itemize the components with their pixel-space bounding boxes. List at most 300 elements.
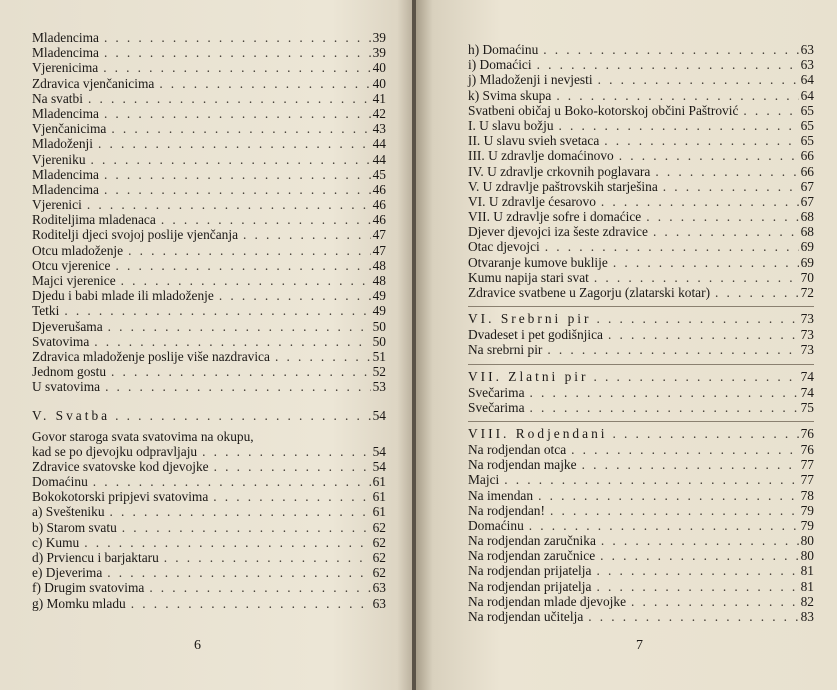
toc-entry-page: 44	[372, 136, 386, 152]
toc-entry-title: Zdravice svatbene u Zagorju (zlatarski kotar)	[468, 285, 711, 300]
toc-entry-title: Otcu mladoženje	[32, 242, 124, 258]
toc-entry-title: Mladencima	[32, 166, 99, 182]
toc-entry	[32, 334, 386, 349]
toc-entry-govor-line2	[32, 444, 386, 459]
leader-dots	[94, 334, 370, 349]
toc-entry-title: Svečarima	[468, 399, 525, 415]
toc-entry-page: 51	[372, 348, 386, 364]
toc-entry	[468, 548, 814, 563]
toc-entry	[468, 239, 814, 254]
leader-dots	[653, 224, 799, 239]
leader-dots	[529, 518, 799, 533]
leader-dots	[613, 255, 799, 270]
section-heading-vii	[468, 364, 814, 385]
toc-entry-page: 49	[372, 303, 386, 319]
toc-entry-page: 40	[372, 75, 386, 91]
leader-dots	[104, 106, 371, 121]
leader-dots	[98, 136, 371, 151]
leader-dots	[646, 209, 798, 224]
toc-group	[468, 327, 814, 357]
toc-entry-title: i) Domaćici	[468, 57, 532, 73]
section-title: VIII. Rodjendani	[468, 425, 608, 441]
leader-dots	[504, 472, 798, 487]
toc-entry-page: 68	[800, 224, 814, 240]
section-heading-v	[32, 404, 386, 424]
toc-entry-page: 54	[372, 458, 386, 474]
section-heading-vi	[468, 306, 814, 327]
toc-entry	[32, 30, 386, 45]
toc-entry-title: Na rodjendan prijatelja	[468, 563, 592, 579]
toc-entry-page: 53	[372, 379, 386, 395]
toc-group	[468, 442, 814, 624]
toc-entry-title: II. U slavu svieh svetaca	[468, 133, 600, 149]
toc-entry-page: 65	[800, 117, 814, 133]
toc-entry	[468, 285, 814, 300]
leader-dots	[108, 319, 371, 334]
page-number: 6	[194, 638, 201, 653]
toc-entry-page: 39	[372, 30, 386, 45]
toc-entry-page: 72	[800, 285, 814, 300]
toc-entry-page: 48	[372, 257, 386, 273]
page-number: 7	[636, 638, 643, 653]
toc-entry-title: kad se po djevojku odpravljaju	[32, 443, 198, 459]
leader-dots	[111, 121, 370, 136]
leader-dots	[663, 179, 799, 194]
toc-entry	[32, 45, 386, 60]
leader-dots	[91, 152, 371, 167]
toc-entry	[32, 596, 386, 611]
toc-entry-page: 81	[800, 563, 814, 579]
toc-entry-page: 49	[372, 288, 386, 304]
toc-entry-title: Tetki	[32, 303, 60, 319]
toc-entry-page: 50	[372, 318, 386, 334]
toc-entry	[468, 488, 814, 503]
toc-entry-page: 62	[372, 519, 386, 535]
toc-entry-page: 76	[800, 441, 814, 457]
toc-entry-title: Zdravica vjenčanicima	[32, 75, 155, 91]
toc-entry	[468, 57, 814, 72]
leader-dots	[631, 594, 799, 609]
toc-entry	[468, 42, 814, 57]
toc-entry	[32, 106, 386, 121]
leader-dots	[105, 379, 371, 394]
toc-entry	[32, 364, 386, 379]
toc-entry-title: VII. U zdravlje sofre i domaćice	[468, 209, 642, 225]
toc-entry-page: 64	[800, 87, 814, 103]
toc-entry-title: Djedu i babi mlade ili mladoženje	[32, 288, 214, 304]
toc-entry-title: b) Starom svatu	[32, 519, 117, 535]
leader-dots	[559, 118, 799, 133]
toc-entry-page: 43	[372, 121, 386, 137]
leader-dots	[601, 194, 799, 209]
toc-entry-page: 67	[800, 193, 814, 209]
toc-entry	[468, 400, 814, 415]
toc-entry-title: Na rodjendan mlade djevojke	[468, 593, 627, 609]
toc-entry	[468, 503, 814, 518]
toc-entry	[32, 197, 386, 212]
toc-entry-page: 52	[372, 364, 386, 380]
toc-entry-title: Kumu napija stari svat	[468, 269, 589, 285]
leader-dots	[103, 60, 370, 75]
toc-entry	[468, 194, 814, 209]
toc-entry	[32, 550, 386, 565]
toc-entry-title: Otcu vjerenice	[32, 257, 111, 273]
toc-entry	[32, 459, 386, 474]
toc-entry	[468, 179, 814, 194]
toc-entry-title: Na rodjendan prijatelja	[468, 578, 592, 594]
leader-dots	[596, 579, 798, 594]
toc-entry-title: d) Prviencu i barjaktaru	[32, 550, 159, 565]
toc-entry	[468, 327, 814, 342]
leader-dots	[243, 227, 371, 242]
leader-dots	[601, 533, 799, 548]
toc-entry-page: 78	[800, 487, 814, 503]
leader-dots	[84, 535, 370, 550]
leader-dots	[550, 503, 799, 518]
toc-entry	[32, 273, 386, 288]
leader-dots	[128, 243, 371, 258]
toc-entry	[468, 88, 814, 103]
section-title: V. Svatba	[32, 407, 111, 423]
leader-dots	[588, 609, 798, 624]
toc-entry	[468, 594, 814, 609]
leader-dots	[596, 563, 798, 578]
leader-dots	[275, 349, 371, 364]
toc-entry-page: 63	[800, 42, 814, 57]
toc-entry-page: 44	[372, 151, 386, 167]
toc-entry-title: V. U zdravlje paštrovskih starješina	[468, 178, 658, 194]
right-page	[416, 0, 837, 690]
leader-dots	[600, 548, 798, 563]
toc-entry-page: 66	[800, 163, 814, 179]
toc-entry	[468, 385, 814, 400]
leader-dots	[104, 167, 371, 182]
toc-entry-page: 75	[800, 399, 814, 415]
toc-entry-title: U svatovima	[32, 379, 101, 395]
toc-entry-title: Otvaranje kumove buklije	[468, 254, 608, 270]
leader-dots	[545, 239, 799, 254]
toc-entry-title: Svečarima	[468, 384, 525, 400]
left-page	[0, 0, 414, 690]
toc-entry-page: 82	[800, 593, 814, 609]
section-title: VI. Srebrni pir	[468, 311, 592, 327]
toc-entry	[32, 288, 386, 303]
toc-entry-title: Djever djevojci iza šeste zdravice	[468, 224, 648, 240]
toc-entry	[32, 152, 386, 167]
section-title: VII. Zlatni pir	[468, 368, 589, 384]
leader-dots	[594, 270, 799, 285]
toc-entry-page: 79	[800, 502, 814, 518]
toc-entry-title: e) Djeverima	[32, 565, 103, 581]
toc-entry-page: 39	[372, 45, 386, 61]
toc-entry-page: 62	[372, 565, 386, 581]
toc-entry-page: 62	[372, 550, 386, 565]
toc-entry-page: 77	[800, 472, 814, 488]
toc-entry-page: 61	[372, 504, 386, 520]
toc-entry	[32, 243, 386, 258]
toc-entry-title: Na imendan	[468, 487, 534, 503]
toc-entry	[32, 319, 386, 334]
toc-entry-title: Vjenčanicima	[32, 121, 107, 137]
toc-entry-title: Mladoženji	[32, 136, 93, 152]
toc-entry-page: 65	[800, 133, 814, 149]
toc-entry	[32, 167, 386, 182]
leader-dots	[115, 258, 370, 273]
leader-dots	[596, 311, 798, 327]
toc-entry-title: c) Kumu	[32, 534, 80, 550]
toc-entry-title: Domaćinu	[32, 474, 88, 490]
toc-entry	[468, 609, 814, 624]
section-page: 73	[800, 311, 814, 327]
leader-dots	[64, 303, 370, 318]
leader-dots	[556, 88, 798, 103]
toc-entry-title: Na srebrni pir	[468, 342, 543, 358]
toc-entry-page: 83	[800, 609, 814, 624]
toc-entry	[32, 474, 386, 489]
toc-entry	[468, 72, 814, 87]
leader-dots	[149, 580, 370, 595]
toc-entry	[468, 457, 814, 472]
toc-entry-page: 65	[800, 102, 814, 118]
toc-entry-title: Na rodjendan zaručnika	[468, 533, 596, 549]
toc-entry-title: VI. U zdravlje ćesarovo	[468, 193, 596, 209]
toc-entry-page: 62	[372, 534, 386, 550]
toc-entry-page: 61	[372, 489, 386, 505]
toc-entry-title: Svatovima	[32, 333, 90, 349]
leader-dots	[88, 91, 371, 106]
toc-entry-title: Djeverušama	[32, 318, 103, 334]
toc-entry-page: 69	[800, 254, 814, 270]
toc-entry-title: Na rodjendan učitelja	[468, 609, 584, 624]
toc-entry-page: 80	[800, 533, 814, 549]
leader-dots	[161, 212, 371, 227]
toc-entry-page: 50	[372, 333, 386, 349]
leader-dots	[538, 488, 799, 503]
leader-dots	[93, 474, 371, 489]
toc-entry-title: Jednom gostu	[32, 364, 107, 380]
toc-entry	[468, 118, 814, 133]
leader-dots	[571, 442, 798, 457]
right-toc	[468, 42, 814, 624]
toc-entry-page: 77	[800, 457, 814, 473]
toc-entry-title: Mladencima	[32, 105, 99, 121]
toc-entry-page: 66	[800, 148, 814, 164]
toc-entry-title: Na rodjendan!	[468, 502, 545, 518]
toc-entry-title: a) Svešteniku	[32, 504, 105, 520]
toc-entry	[32, 489, 386, 504]
toc-entry-page: 73	[800, 342, 814, 358]
toc-entry	[32, 520, 386, 535]
toc-entry-page: 40	[372, 60, 386, 76]
leader-dots	[715, 285, 799, 300]
toc-entry	[468, 103, 814, 118]
toc-entry-title: Na rodjendan majke	[468, 457, 577, 473]
toc-entry-page: 81	[800, 578, 814, 594]
toc-entry-title: Bokokotorski pripjevi svatovima	[32, 489, 209, 505]
leader-dots	[104, 30, 371, 45]
toc-entry	[468, 224, 814, 239]
toc-entry-page: 47	[372, 242, 386, 258]
toc-entry-page: 63	[372, 595, 386, 611]
toc-entry-page: 70	[800, 269, 814, 285]
toc-entry	[468, 164, 814, 179]
toc-entry	[468, 518, 814, 533]
leader-dots	[164, 550, 371, 565]
leader-dots	[612, 426, 798, 442]
toc-entry-page: 45	[372, 166, 386, 182]
leader-dots	[619, 148, 799, 163]
toc-entry	[468, 342, 814, 357]
toc-entry-title: Mladencima	[32, 30, 99, 45]
toc-entry-page: 48	[372, 273, 386, 288]
leader-dots	[537, 57, 799, 72]
toc-entry-title: f) Drugim svatovima	[32, 580, 145, 596]
toc-entry-title: Dvadeset i pet godišnjica	[468, 327, 603, 343]
toc-entry-page: 42	[372, 105, 386, 121]
toc-entry-title: Na rodjendan zaručnice	[468, 548, 596, 564]
toc-entry	[468, 472, 814, 487]
leader-dots	[87, 197, 371, 212]
toc-entry-title: Roditelji djeci svojoj poslije vjenčanja	[32, 227, 239, 243]
toc-group	[468, 42, 814, 300]
toc-entry-page: 54	[372, 443, 386, 459]
toc-entry	[32, 580, 386, 595]
leader-dots	[547, 342, 798, 357]
toc-entry-page: 79	[800, 517, 814, 533]
toc-group	[468, 385, 814, 415]
toc-entry-page: 63	[800, 57, 814, 73]
toc-entry	[32, 76, 386, 91]
toc-entry-title: j) Mladoženji i nevjesti	[468, 72, 593, 88]
toc-entry	[468, 270, 814, 285]
toc-entry-page: 69	[800, 239, 814, 255]
leader-dots	[530, 385, 799, 400]
toc-entry-page: 68	[800, 209, 814, 225]
toc-entry-page: 80	[800, 548, 814, 564]
toc-entry	[468, 209, 814, 224]
leader-dots	[598, 72, 799, 87]
toc-entry	[32, 504, 386, 519]
toc-entry-page: 63	[372, 580, 386, 596]
toc-entry	[32, 60, 386, 75]
leader-dots	[107, 565, 370, 580]
leader-dots	[110, 504, 371, 519]
leader-dots	[213, 489, 370, 504]
left-toc	[32, 30, 386, 611]
toc-entry-page: 41	[372, 90, 386, 106]
leader-dots	[121, 273, 371, 288]
leader-dots	[594, 369, 799, 385]
section-page: 74	[800, 368, 814, 384]
toc-entry	[468, 533, 814, 548]
leader-dots	[111, 364, 371, 379]
leader-dots	[104, 45, 371, 60]
leader-dots	[604, 133, 798, 148]
toc-entry-title: I. U slavu božju	[468, 117, 554, 133]
toc-entry-page: 67	[800, 178, 814, 194]
leader-dots	[131, 596, 371, 611]
toc-entry	[32, 258, 386, 273]
leader-dots	[122, 520, 371, 535]
toc-entry-title: Vjereniku	[32, 151, 86, 167]
toc-entry-page: 46	[372, 212, 386, 228]
toc-entry	[32, 182, 386, 197]
toc-entry-title: Na rodjendan otca	[468, 441, 567, 457]
toc-entry-govor-line1: Govor staroga svata svatovima na okupu,	[32, 428, 254, 444]
toc-entry-title: Zdravica mladoženje poslije više nazdravica	[32, 348, 270, 364]
leader-dots	[202, 444, 370, 459]
toc-entry-page: 61	[372, 474, 386, 490]
toc-entry-title: k) Svima skupa	[468, 87, 552, 103]
toc-entry-title: Mladencima	[32, 181, 99, 197]
leader-dots	[655, 164, 798, 179]
toc-entry	[32, 212, 386, 227]
section-heading-viii	[468, 421, 814, 442]
toc-entry-title: Roditeljima mladenaca	[32, 212, 156, 228]
toc-entry-title: Zdravice svatovske kod djevojke	[32, 458, 209, 474]
toc-entry-title: IV. U zdravlje crkovnih poglavara	[468, 163, 651, 179]
toc-entry-title: III. U zdravlje domaćinovo	[468, 148, 614, 164]
leader-dots	[214, 459, 371, 474]
toc-entry	[468, 255, 814, 270]
toc-entry-title: Mladencima	[32, 45, 99, 61]
leader-dots	[219, 288, 371, 303]
toc-entry	[468, 442, 814, 457]
toc-entry-title: Svatbeni običaj u Boko-kotorskoj občini Paštrović	[468, 102, 739, 118]
toc-entry	[32, 136, 386, 151]
leader-dots	[543, 42, 798, 57]
toc-entry	[32, 565, 386, 580]
toc-group	[32, 459, 386, 611]
leader-dots	[582, 457, 799, 472]
toc-entry	[468, 579, 814, 594]
toc-entry	[32, 349, 386, 364]
toc-group	[32, 30, 386, 395]
toc-entry-title: Vjerenicima	[32, 60, 99, 76]
toc-entry	[32, 91, 386, 106]
toc-entry-page: 46	[372, 181, 386, 197]
toc-entry-title: Majci	[468, 472, 500, 488]
toc-entry-title: g) Momku mladu	[32, 595, 126, 611]
section-page: 76	[800, 425, 814, 441]
toc-entry-title: h) Domaćinu	[468, 42, 539, 57]
toc-entry-title: Na svatbi	[32, 90, 83, 106]
leader-dots	[530, 400, 799, 415]
toc-entry	[32, 121, 386, 136]
toc-entry-title: Majci vjerenice	[32, 273, 116, 288]
toc-entry	[468, 133, 814, 148]
toc-entry-page: 64	[800, 72, 814, 88]
leader-dots	[104, 182, 371, 197]
toc-entry	[32, 535, 386, 550]
toc-entry	[32, 303, 386, 318]
toc-entry-title: Domaćinu	[468, 517, 524, 533]
leader-dots	[115, 408, 371, 424]
toc-entry	[32, 227, 386, 242]
leader-dots	[743, 103, 798, 118]
leader-dots	[159, 76, 370, 91]
leader-dots	[608, 327, 799, 342]
toc-entry	[32, 379, 386, 394]
toc-entry-page: 74	[800, 384, 814, 400]
section-page: 54	[372, 407, 386, 423]
toc-entry-page: 73	[800, 327, 814, 343]
toc-entry	[468, 563, 814, 578]
toc-entry-page: 46	[372, 197, 386, 213]
toc-entry-page: 47	[372, 227, 386, 243]
toc-entry	[468, 148, 814, 163]
toc-entry-title: Vjerenici	[32, 197, 82, 213]
